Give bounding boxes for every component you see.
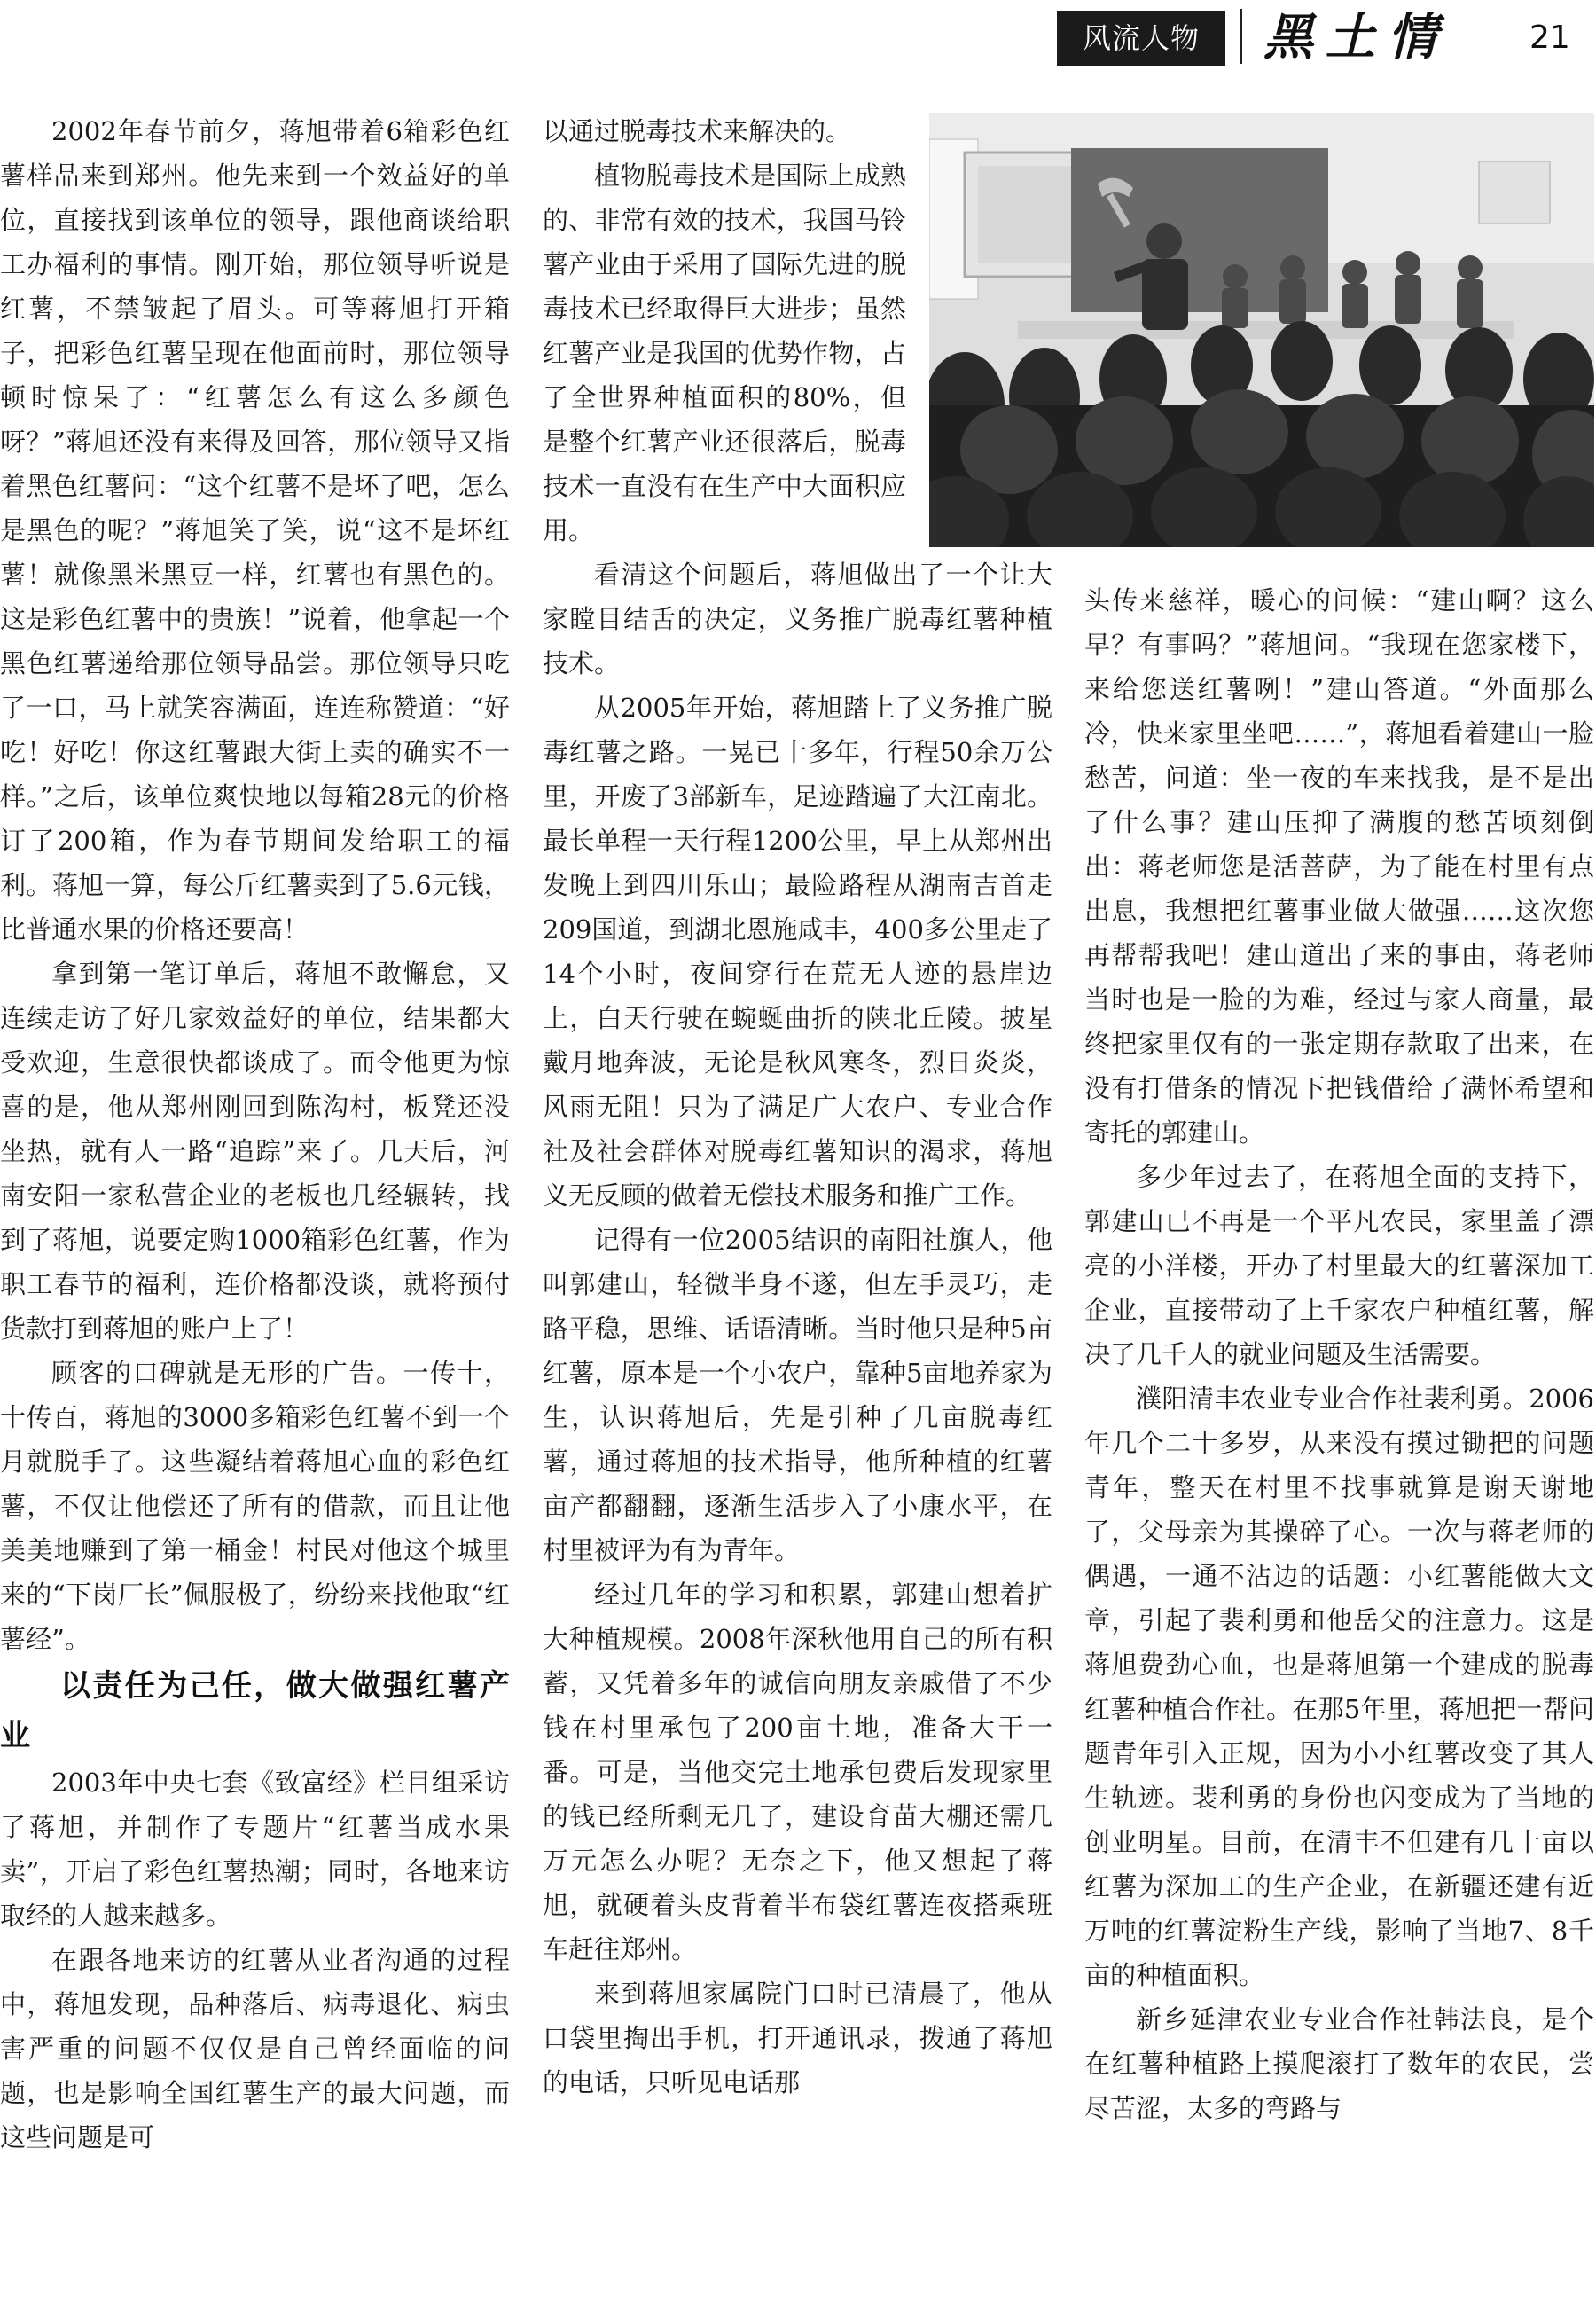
paragraph: 来到蒋旭家属院门口时已清晨了，他从口袋里掏出手机，打开通讯录，拨通了蒋旭的电话，只听见电话那 bbox=[543, 1979, 1052, 2097]
paragraph: 拿到第一笔订单后，蒋旭不敢懈怠，又连续走访了好几家效益好的单位，结果都大受欢迎，生意很快都谈成了。而令他更为惊喜的是，他从郑州刚回到陈沟村，板凳还没坐热，就有人一路“追踪”来了。几天后，河南安阳一家私营企业的老板也几经辗转，找到了蒋旭，说要定购1000箱彩色红薯，作为职工春节的福利，连价格都没谈，就将预付货款打到蒋旭的账户上了！ bbox=[0, 959, 510, 1344]
page-header bbox=[0, 0, 1596, 89]
paragraph-continued: 头传来慈祥，暖心的问候：“建山啊？这么早？有事吗？”蒋旭问。“我现在您家楼下，来给您送红薯咧！”建山答道。“外面那么冷，快来家里坐吧……”，蒋旭看着建山一脸愁苦，问道：坐一夜的车来找我，是不是出了什么事？建山压抑了满腹的愁苦顷刻倒出：蒋老师您是活菩萨，为了能在村里有点出息，我想把红薯事业做大做强……这次您再帮帮我吧！建山道出了来的事由，蒋老师当时也是一脸的为难，经过与家人商量，最终把家里仅有的一张定期存款取了出来，在没有打借条的情况下把钱借给了满怀希望和寄托的郭建山。 bbox=[1084, 585, 1594, 1148]
section-subheading: 以责任为己任，做大做强红薯产业 bbox=[0, 1668, 510, 1753]
paragraph: 2002年春节前夕，蒋旭带着6箱彩色红薯样品来到郑州。他先来到一个效益好的单位，直接找到该单位的领导，跟他商谈给职工办福利的事情。刚开始，那位领导听说是红薯，不禁皱起了眉头。可等蒋旭打开箱子，把彩色红薯呈现在他面前时，那位领导顿时惊呆了：“红薯怎么有这么多颜色呀？”蒋旭还没有来得及回答，那位领导又指着黑色红薯问：“这个红薯不是坏了吧，怎么是黑色的呢？”蒋旭笑了笑，说“这不是坏红薯！就像黑米黑豆一样，红薯也有黑色的。这是彩色红薯中的贵族！”说着，他拿起一个黑色红薯递给那位领导品尝。那位领导只吃了一口，马上就笑容满面，连连称赞道：“好吃！好吃！你这红薯跟大街上卖的确实不一样。”之后，该单位爽快地以每箱28元的价格订了200箱，作为春节期间发给职工的福利。蒋旭一算，每公斤红薯卖到了5.6元钱，比普通水果的价格还要高！ bbox=[0, 116, 510, 945]
meeting-photo bbox=[929, 113, 1594, 547]
column-3 bbox=[1084, 578, 1594, 2130]
paragraph: 在跟各地来访的红薯从业者沟通的过程中，蒋旭发现，品种落后、病毒退化、病虫害严重的问题不仅仅是自己曾经面临的问题，也是影响全国红薯生产的最大问题，而这些问题是可 bbox=[0, 1945, 510, 2152]
header-divider bbox=[1240, 9, 1242, 64]
paragraph: 记得有一位2005结识的南阳社旗人，他叫郭建山，轻微半身不遂，但左手灵巧，走路平稳，思维、话语清晰。当时他只是种5亩红薯，原本是一个小农户，靠种5亩地养家为生，认识蒋旭后，先是引种了几亩脱毒红薯，通过蒋旭的技术指导，他所种植的红薯亩产都翻翻，逐渐生活步入了小康水平，在村里被评为有为青年。 bbox=[543, 1225, 1052, 1565]
paragraph: 2003年中央七套《致富经》栏目组采访了蒋旭，并制作了专题片“红薯当成水果卖”，开启了彩色红薯热潮；同时，各地来访取经的人越来越多。 bbox=[0, 1768, 510, 1931]
section-tag: 风流人物 bbox=[1057, 11, 1225, 66]
paragraph-continued: 以通过脱毒技术来解决的。 bbox=[543, 116, 852, 146]
column-1 bbox=[0, 109, 510, 2160]
paragraph: 顾客的口碑就是无形的广告。一传十，十传百，蒋旭的3000多箱彩色红薯不到一个月就脱手了。这些凝结着蒋旭心血的彩色红薯，不仅让他偿还了所有的借款，而且让他美美地赚到了第一桶金！村民对他这个城里来的“下岗厂长”佩服极了，纷纷来找他取“红薯经”。 bbox=[0, 1358, 510, 1654]
party-flag-meeting-photo-icon bbox=[929, 113, 1594, 547]
paragraph: 从2005年开始，蒋旭踏上了义务推广脱毒红薯之路。一晃已十多年，行程50余万公里，开废了3部新车，足迹踏遍了大江南北。最长单程一天行程1200公里，早上从郑州出发晚上到四川乐山；最险路程从湖南吉首走209国道，到湖北恩施咸丰，400多公里走了14个小时，夜间穿行在荒无人迹的悬崖边上，白天行驶在蜿蜒曲折的陕北丘陵。披星戴月地奔波，无论是秋风寒冬，烈日炎炎，风雨无阻！只为了满足广大农户、专业合作社及社会群体对脱毒红薯知识的渴求，蒋旭义无反顾的做着无偿技术服务和推广工作。 bbox=[543, 693, 1052, 1211]
paragraph: 经过几年的学习和积累，郭建山想着扩大种植规模。2008年深秋他用自己的所有积蓄，又凭着多年的诚信向朋友亲戚借了不少钱在村里承包了200亩土地，准备大干一番。可是，当他交完土地承包费后发现家里的钱已经所剩无几了，建设育苗大棚还需几万元怎么办呢？无奈之下，他又想起了蒋旭，就硬着头皮背着半布袋红薯连夜搭乘班车赶往郑州。 bbox=[543, 1580, 1052, 1964]
column-2-top-block bbox=[543, 109, 906, 553]
paragraph: 新乡延津农业专业合作社韩法良，是个在红薯种植路上摸爬滚打了数年的农民，尝尽苦涩，太多的弯路与 bbox=[1084, 2004, 1594, 2123]
paragraph: 多少年过去了，在蒋旭全面的支持下，郭建山已不再是一个平凡农民，家里盖了漂亮的小洋楼，开办了村里最大的红薯深加工企业，直接带动了上千家农户种植红薯，解决了几千人的就业问题及生活需要。 bbox=[1084, 1162, 1594, 1369]
page-number: 21 bbox=[1530, 20, 1570, 56]
paragraph: 看清这个问题后，蒋旭做出了一个让大家瞠目结舌的决定，义务推广脱毒红薯种植技术。 bbox=[543, 560, 1052, 678]
paragraph: 濮阳清丰农业专业合作社裴利勇。2006年几个二十多岁，从来没有摸过锄把的问题青年，整天在村里不找事就算是谢天谢地了，父母亲为其操碎了心。一次与蒋老师的偶遇，一通不沾边的话题：小红薯能做大文章，引起了裴利勇和他岳父的注意力。这是蒋旭费劲心血，也是蒋旭第一个建成的脱毒红薯种植合作社。在那5年里，蒋旭把一帮问题青年引入正规，因为小小红薯改变了其人生轨迹。裴利勇的身份也闪变成为了当地的创业明星。目前，在清丰不但建有几十亩以红薯为深加工的生产企业，在新疆还建有近万吨的红薯淀粉生产线，影响了当地7、8千亩的种植面积。 bbox=[1084, 1384, 1594, 1990]
masthead-logo: 黑土情 bbox=[1264, 8, 1450, 67]
paragraph: 植物脱毒技术是国际上成熟的、非常有效的技术，我国马铃薯产业由于采用了国际先进的脱毒技术已经取得巨大进步；虽然红薯产业是我国的优势作物，占了全世界种植面积的80%，但是整个红薯产业还很落后，脱毒技术一直没有在生产中大面积应用。 bbox=[543, 161, 906, 545]
